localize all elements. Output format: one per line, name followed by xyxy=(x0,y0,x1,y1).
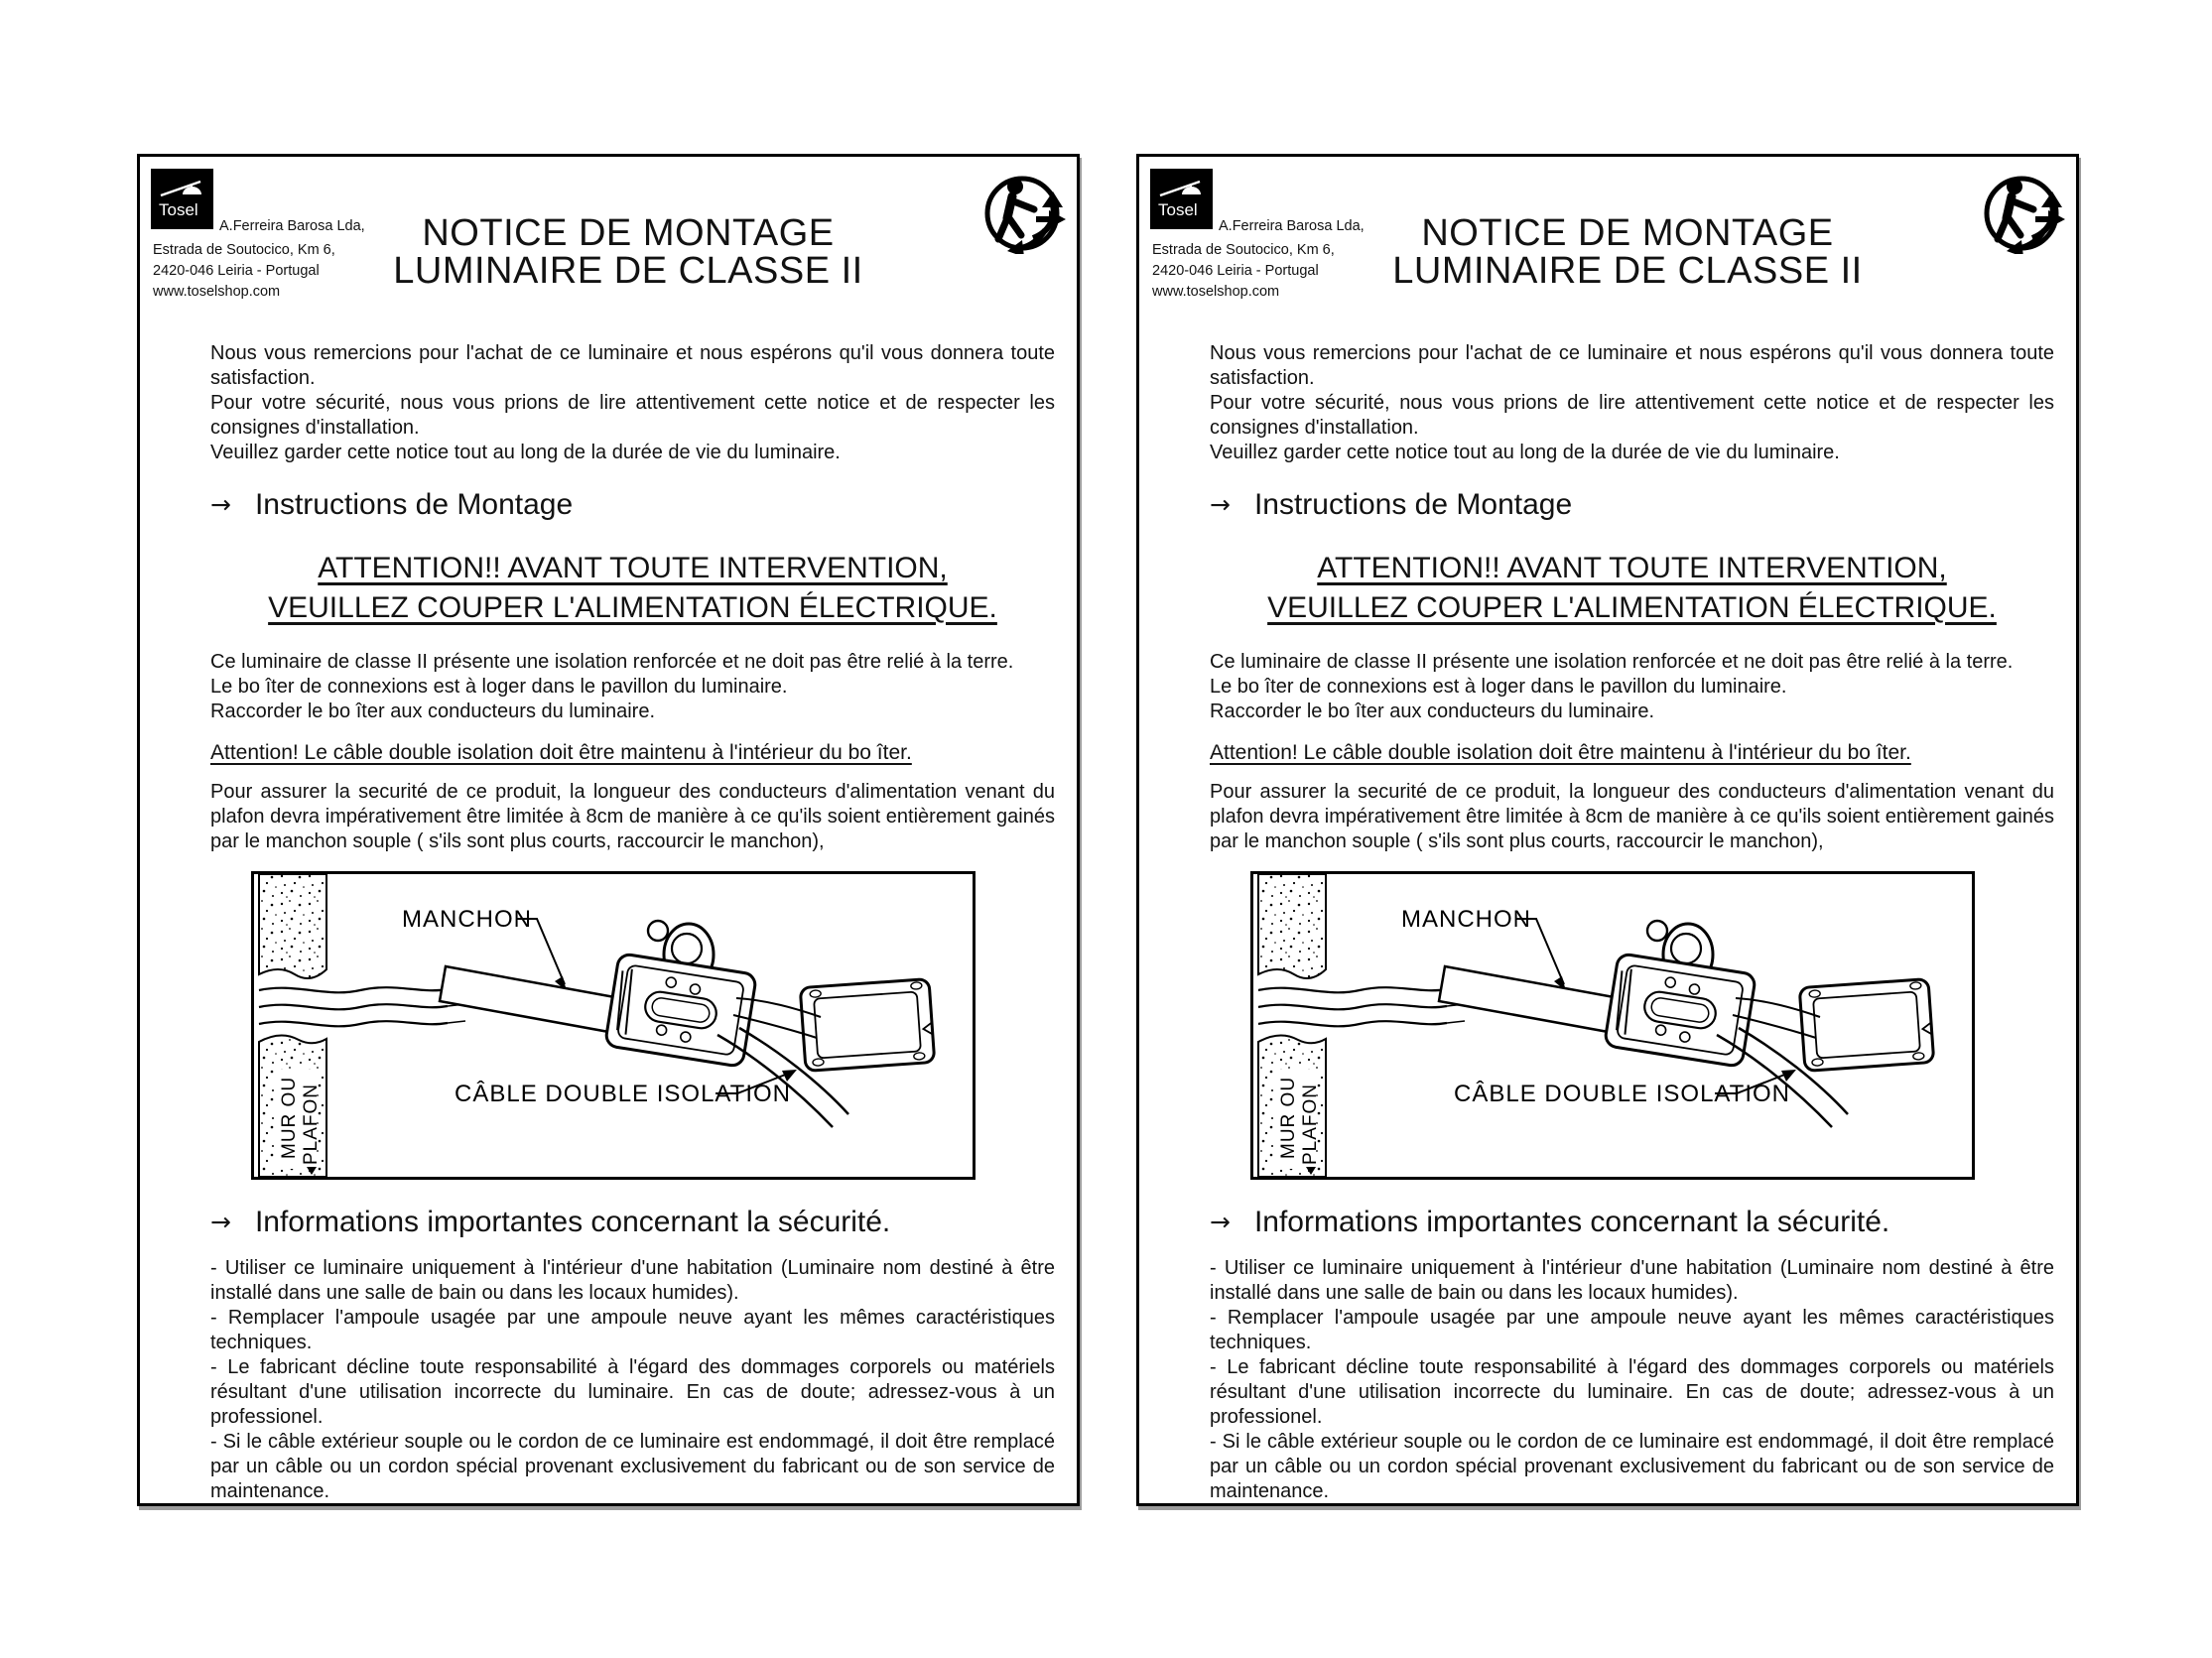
page-title-line-1: NOTICE DE MONTAGE xyxy=(422,212,835,254)
safety-item: - Utiliser ce luminaire uniquement à l'intérieur d'une habitation (Luminaire nom destiné à être installé dans une salle de bain ou dans les locaux humides). xyxy=(1210,1257,2054,1304)
intro-p3: Veuillez garder cette notice tout au long de la durée de vie du luminaire. xyxy=(1210,442,1840,463)
safety-item: - Le fabricant décline toute responsabilité à l'égard des dommages corporels ou matériels résultant d'une utilisation incorrecte du luminaire. En cas de doute; adressez-vous à un professionel. xyxy=(210,1356,1055,1428)
company-address xyxy=(153,240,335,303)
svg-text:MANCHON: MANCHON xyxy=(1401,906,1531,933)
address-line-1: Estrada de Soutocico, Km 6, xyxy=(1152,242,1335,258)
cover-plate xyxy=(800,979,935,1072)
wall-label-line1: MUR OU xyxy=(1278,1076,1299,1159)
page-body xyxy=(1139,157,2076,1504)
class2-p1: Ce luminaire de classe II présente une isolation renforcée et ne doit pas être relié à la terre. xyxy=(210,651,1014,673)
logo-brand-text: Tosel xyxy=(1158,200,1198,219)
page-title-line-1: NOTICE DE MONTAGE xyxy=(1421,212,1834,254)
section-heading-montage-label: Instructions de Montage xyxy=(1253,488,1573,521)
attention-underlined-note: Attention! Le câble double isolation doit être maintenu à l'intérieur du bo îter. xyxy=(210,741,912,764)
svg-text:CÂBLE DOUBLE ISOLATION: CÂBLE DOUBLE ISOLATION xyxy=(455,1081,791,1107)
triman-recycling-icon xyxy=(1981,167,2068,254)
safety-list xyxy=(1210,1256,2054,1504)
mounting-diagram xyxy=(251,871,976,1180)
warning-line-1: ATTENTION!! AVANT TOUTE INTERVENTION, xyxy=(1317,552,1947,584)
company-website: www.toselshop.com xyxy=(1152,284,1280,300)
arrow-right-icon: → xyxy=(210,1208,231,1236)
intro-p3: Veuillez garder cette notice tout au long de la durée de vie du luminaire. xyxy=(210,442,841,463)
attention-underlined-note: Attention! Le câble double isolation doit être maintenu à l'intérieur du bo îter. xyxy=(1210,741,1911,764)
intro-paragraphs xyxy=(1210,341,2054,465)
address-line-2: 2420-046 Leiria - Portugal xyxy=(153,263,320,279)
warning-line-2: VEUILLEZ COUPER L'ALIMENTATION ÉLECTRIQUE. xyxy=(268,591,997,624)
tosel-logo xyxy=(1150,169,1213,229)
intro-p2: Pour votre sécurité, nous vous prions de lire attentivement cette notice et de respecter les consignes d'installation. xyxy=(1210,392,2054,439)
section-heading-montage xyxy=(210,487,1055,523)
section-heading-security-label: Informations importantes concernant la sécurité. xyxy=(254,1206,891,1238)
warning-heading xyxy=(210,549,1055,628)
safety-item: - Si le câble extérieur souple ou le cordon de ce luminaire est endommagé, il doit être remplacé par un câble ou un cordon spécial provenant exclusivement du fabricant ou de son service de maintenance. xyxy=(210,1431,1055,1502)
page-header xyxy=(140,157,1077,306)
class2-p3: Raccorder le bo îter aux conducteurs du luminaire. xyxy=(210,701,656,722)
safety-item: - Utiliser ce luminaire uniquement à l'intérieur d'une habitation (Luminaire nom destiné à être installé dans une salle de bain ou dans les locaux humides). xyxy=(210,1257,1055,1304)
company-name: A.Ferreira Barosa Lda, xyxy=(1219,218,1365,234)
address-line-1: Estrada de Soutocico, Km 6, xyxy=(153,242,335,258)
cover-plate xyxy=(1799,979,1934,1072)
intro-p2: Pour votre sécurité, nous vous prions de lire attentivement cette notice et de respecter les consignes d'installation. xyxy=(210,392,1055,439)
wall-label-line1: MUR OU xyxy=(279,1076,300,1159)
class2-paragraphs xyxy=(210,650,1055,724)
intro-p1: Nous vous remercions pour l'achat de ce luminaire et nous espérons qu'il vous donnera toute satisfaction. xyxy=(210,342,1055,389)
security-paragraph: Pour assurer la securité de ce produit, la longueur des conducteurs d'alimentation venant du plafon devra impérativement être limitée à 8cm de manière à ce qu'ils soient entièrement gainés par le manchon souple ( s'ils sont plus courts, raccourcir le manchon), xyxy=(210,781,1055,852)
intro-p1: Nous vous remercions pour l'achat de ce luminaire et nous espérons qu'il vous donnera toute satisfaction. xyxy=(1210,342,2054,389)
warning-heading xyxy=(1210,549,2054,628)
company-address xyxy=(1152,240,1335,303)
page-title xyxy=(1392,214,1862,290)
safety-item: - Remplacer l'ampoule usagée par une ampoule neuve ayant les mêmes caractéristiques techniques. xyxy=(210,1307,1055,1353)
safety-item: - Remplacer l'ampoule usagée par une ampoule neuve ayant les mêmes caractéristiques techniques. xyxy=(1210,1307,2054,1353)
triman-recycling-icon xyxy=(981,167,1069,254)
connection-box xyxy=(1605,954,1757,1068)
page-header xyxy=(1139,157,2076,306)
company-website: www.toselshop.com xyxy=(153,284,281,300)
intro-paragraphs xyxy=(210,341,1055,465)
class2-p2: Le bo îter de connexions est à loger dans le pavillon du luminaire. xyxy=(210,676,788,698)
page-body xyxy=(140,157,1077,1504)
class2-p1: Ce luminaire de classe II présente une isolation renforcée et ne doit pas être relié à la terre. xyxy=(1210,651,2014,673)
class2-p2: Le bo îter de connexions est à loger dans le pavillon du luminaire. xyxy=(1210,676,1787,698)
section-heading-montage-label: Instructions de Montage xyxy=(254,488,574,521)
logo-brand-text: Tosel xyxy=(159,200,198,219)
svg-text:CÂBLE DOUBLE ISOLATION: CÂBLE DOUBLE ISOLATION xyxy=(1454,1081,1790,1107)
page-title-line-2: LUMINAIRE DE CLASSE II xyxy=(393,250,863,292)
svg-text:MANCHON: MANCHON xyxy=(402,906,532,933)
class2-paragraphs xyxy=(1210,650,2054,724)
notice-page-1 xyxy=(137,154,1080,1506)
warning-line-1: ATTENTION!! AVANT TOUTE INTERVENTION, xyxy=(318,552,948,584)
arrow-right-icon: → xyxy=(1210,1208,1231,1236)
section-heading-montage xyxy=(1210,487,2054,523)
address-line-2: 2420-046 Leiria - Portugal xyxy=(1152,263,1319,279)
connection-box xyxy=(605,954,757,1068)
page-title-line-2: LUMINAIRE DE CLASSE II xyxy=(1392,250,1863,292)
arrow-right-icon: → xyxy=(210,490,231,519)
wall-label-line2: PLAFON xyxy=(301,1083,322,1165)
safety-item: - Le fabricant décline toute responsabilité à l'égard des dommages corporels ou matériels résultant d'une utilisation incorrecte du luminaire. En cas de doute; adressez-vous à un professionel. xyxy=(1210,1356,2054,1428)
safety-item: - Si le câble extérieur souple ou le cordon de ce luminaire est endommagé, il doit être remplacé par un câble ou un cordon spécial provenant exclusivement du fabricant ou de son service de maintenance. xyxy=(1210,1431,2054,1502)
mounting-diagram xyxy=(1250,871,1975,1180)
safety-list xyxy=(210,1256,1055,1504)
company-name: A.Ferreira Barosa Lda, xyxy=(219,218,365,234)
wall-label-line2: PLAFON xyxy=(1300,1083,1321,1165)
section-heading-security-label: Informations importantes concernant la sécurité. xyxy=(1253,1206,1890,1238)
section-heading-security xyxy=(1210,1205,2054,1240)
section-heading-security xyxy=(210,1205,1055,1240)
security-paragraph: Pour assurer la securité de ce produit, la longueur des conducteurs d'alimentation venant du plafon devra impérativement être limitée à 8cm de manière à ce qu'ils soient entièrement gainés par le manchon souple ( s'ils sont plus courts, raccourcir le manchon), xyxy=(1210,781,2054,852)
warning-line-2: VEUILLEZ COUPER L'ALIMENTATION ÉLECTRIQUE. xyxy=(1267,591,1997,624)
notice-page-2 xyxy=(1136,154,2079,1506)
tosel-logo xyxy=(151,169,213,229)
page-title xyxy=(393,214,862,290)
arrow-right-icon: → xyxy=(1210,490,1231,519)
class2-p3: Raccorder le bo îter aux conducteurs du luminaire. xyxy=(1210,701,1655,722)
